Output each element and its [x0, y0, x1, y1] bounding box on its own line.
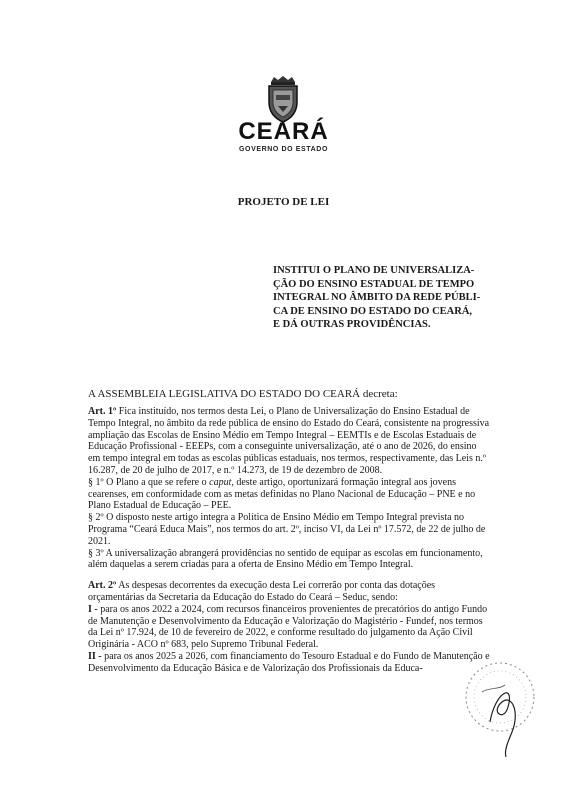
paragraph-text: O Plano a que se refere o [103, 476, 210, 488]
state-coat-of-arms-icon [262, 75, 304, 123]
decree-lead: A ASSEMBLEIA LEGISLATIVA DO ESTADO DO CEARÁ [88, 388, 361, 400]
decree-statement [88, 388, 398, 400]
ementa-line: E DÁ OUTRAS PROVIDÊNCIAS. [273, 319, 431, 330]
item-text: para os anos 2022 a 2024, com recursos financeiros provenientes de precatórios do antigo Fundo de Manutenção e Desenvolvimento da Educação e Valorização do Magistério - Fundef, nos termos da Lei nº 17.924, de 10 de fevereiro de 2022, e conforme resultado do julgamento da Ação Civil Originária - ACO nº 683, pelo Supremo Tribunal Federal. [88, 603, 488, 651]
item-text: para os anos 2025 a 2026, com financiamento do Tesouro Estadual e do Fundo de Manutenção e Desenvolvimento da Educação Básica e de Valorização dos Profissionais da Educa- [88, 650, 490, 674]
ementa-line: INTEGRAL NO ÂMBITO DA REDE PÚBLI- [273, 292, 481, 303]
article-text: Fica instituído, nos termos desta Lei, o Plano de Universalização do Ensino Estadual de Tempo Integral, no âmbito da rede pública de ensino do Estado do Ceará, consistente na progressiva ampliação das Escolas de Ensino Médio em Tempo Integral – EEMTIs e de Escolas Estaduais de Educação Profissional - EEEPs, com a conseguinte universalização, até o ano de 2026, do ensino em tempo integral em todas as escolas públicas estaduais, nos termos, respectivamente, das Leis n.º 16.287, de 20 de julho de 2017, e n.º 14.273, de 19 de dezembro de 2008. [88, 406, 490, 476]
article-1-paragraph-2 [88, 512, 490, 547]
item-label: II - [88, 650, 102, 662]
article-text: As despesas decorrentes da execução desta Lei correrão por conta das dotações orçamentárias da Secretaria da Educação do Estado do Ceará – Seduc, sendo: [88, 580, 436, 603]
paragraph-text: , deste artigo, oportunizará formação integral aos jovens cearenses, em conformidade com as metas definidas no Plano Nacional de Educação – PNE e no Plano Estadual de Educação – PEE. [88, 476, 476, 512]
ementa [273, 264, 488, 332]
law-body [88, 406, 490, 675]
item-label: I - [88, 603, 98, 615]
paragraph-label: § 3º [88, 547, 104, 559]
paragraph-text: O disposto neste artigo integra a Política de Ensino Médio em Tempo Integral prevista no Programa “Ceará Educa Mais”, nos termos do art. 2º, inciso VI, da Lei nº 17.572, de 22 de julho de 2021. [88, 512, 486, 547]
article-2 [88, 580, 490, 604]
article-label: Art. 2º [88, 580, 117, 592]
paragraph-label: § 1º [88, 476, 104, 488]
decree-tail: decreta: [360, 388, 398, 400]
ementa-line: CA DE ENSINO DO ESTADO DO CEARÁ, [273, 305, 473, 317]
paragraph-text: A universalização abrangerá providências no sentido de equipar as escolas em funcionamento, além daquelas a serem criadas para a oferta de Ensino Médio em Tempo Integral. [88, 547, 483, 571]
brand-name: CEARÁ [238, 118, 329, 145]
paragraph-italic-term: caput [209, 476, 232, 488]
paragraph-label: § 2º [88, 512, 104, 524]
ementa-line: ÇÃO DO ENSINO ESTADUAL DE TEMPO [273, 278, 475, 290]
article-label: Art. 1º [88, 406, 117, 417]
ementa-line: INSTITUI O PLANO DE UNIVERSALIZA- [273, 265, 475, 276]
article-1-paragraph-3 [88, 548, 490, 572]
article-2-item-ii [88, 651, 490, 675]
document-title: PROJETO DE LEI [237, 196, 330, 208]
brand-subtitle: GOVERNO DO ESTADO [238, 146, 329, 153]
article-1-paragraph-1 [88, 477, 490, 512]
stamp-and-signature [460, 652, 540, 762]
article-1 [88, 406, 490, 477]
article-2-item-i [88, 604, 490, 651]
